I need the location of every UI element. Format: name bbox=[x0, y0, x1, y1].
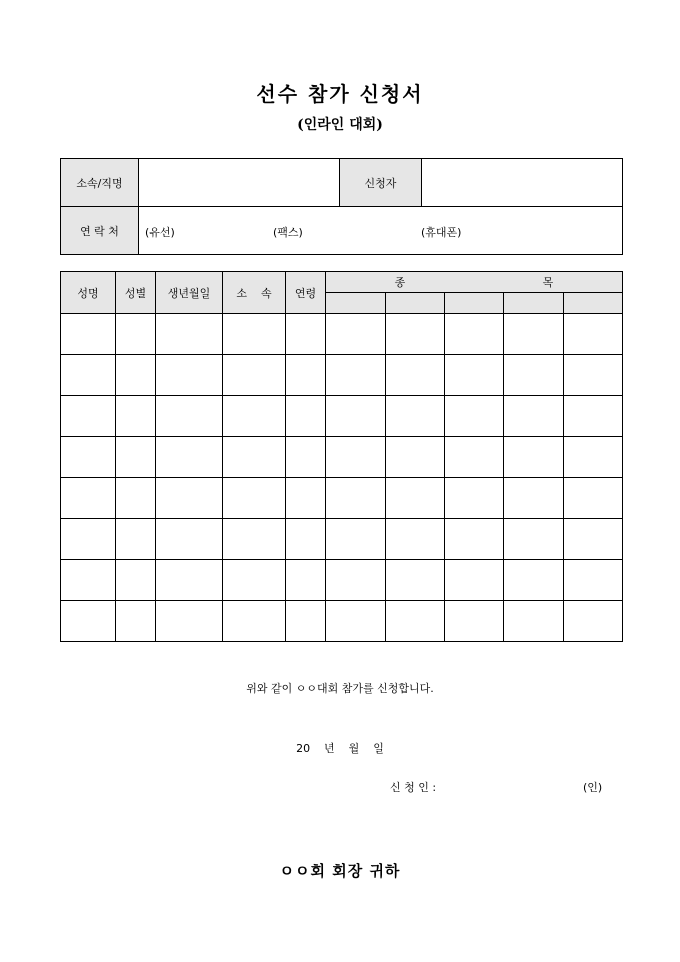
roster-cell[interactable] bbox=[286, 519, 326, 560]
table-row bbox=[61, 601, 623, 642]
roster-cell[interactable] bbox=[504, 437, 564, 478]
recipient-line: ㅇㅇ회 회장 귀하 bbox=[279, 862, 401, 880]
roster-cell[interactable] bbox=[326, 437, 386, 478]
roster-cell[interactable] bbox=[445, 560, 504, 601]
table-row bbox=[61, 519, 623, 560]
document-title: 선수 참가 신청서 bbox=[256, 82, 424, 106]
roster-cell[interactable] bbox=[564, 396, 623, 437]
roster-cell[interactable] bbox=[386, 437, 445, 478]
roster-cell[interactable] bbox=[326, 560, 386, 601]
phone-label: (유선) bbox=[145, 226, 175, 239]
roster-cell[interactable] bbox=[223, 355, 286, 396]
roster-cell[interactable] bbox=[286, 396, 326, 437]
table-row bbox=[61, 478, 623, 519]
roster-cell[interactable] bbox=[156, 314, 223, 355]
roster-cell[interactable] bbox=[326, 519, 386, 560]
roster-cell[interactable] bbox=[326, 478, 386, 519]
roster-cell[interactable] bbox=[61, 560, 116, 601]
header-affiliation: 소 속 bbox=[223, 272, 286, 314]
roster-cell[interactable] bbox=[286, 355, 326, 396]
header-birthdate: 생년월일 bbox=[156, 272, 223, 314]
roster-cell[interactable] bbox=[445, 355, 504, 396]
affiliation-field[interactable] bbox=[139, 159, 340, 207]
roster-cell[interactable] bbox=[445, 396, 504, 437]
header-name: 성명 bbox=[61, 272, 116, 314]
header-event-right: 목 bbox=[542, 276, 554, 289]
roster-cell[interactable] bbox=[286, 437, 326, 478]
table-row bbox=[61, 396, 623, 437]
roster-cell[interactable] bbox=[286, 560, 326, 601]
roster-cell[interactable] bbox=[156, 355, 223, 396]
roster-cell[interactable] bbox=[445, 601, 504, 642]
roster-cell[interactable] bbox=[326, 355, 386, 396]
table-row bbox=[61, 437, 623, 478]
header-gender: 성별 bbox=[116, 272, 156, 314]
contact-field[interactable] bbox=[139, 207, 623, 255]
roster-cell[interactable] bbox=[504, 519, 564, 560]
roster-cell[interactable] bbox=[116, 478, 156, 519]
roster-cell[interactable] bbox=[564, 601, 623, 642]
applicant-field[interactable] bbox=[422, 159, 623, 207]
roster-cell[interactable] bbox=[504, 314, 564, 355]
roster-cell[interactable] bbox=[116, 437, 156, 478]
signature-seal: (인) bbox=[583, 781, 603, 794]
roster-cell[interactable] bbox=[223, 601, 286, 642]
table-row bbox=[61, 314, 623, 355]
roster-cell[interactable] bbox=[223, 519, 286, 560]
roster-cell[interactable] bbox=[386, 396, 445, 437]
event-subheader bbox=[504, 293, 564, 314]
roster-cell[interactable] bbox=[156, 478, 223, 519]
header-event-left: 종 bbox=[394, 276, 406, 289]
roster-body bbox=[61, 314, 623, 642]
fax-label: (팩스) bbox=[273, 226, 303, 239]
contact-label: 연 락 처 bbox=[61, 207, 139, 255]
roster-cell[interactable] bbox=[504, 601, 564, 642]
roster-cell[interactable] bbox=[116, 355, 156, 396]
date-line: 20 년 월 일 bbox=[296, 742, 384, 755]
athlete-roster-table bbox=[60, 271, 623, 642]
roster-cell[interactable] bbox=[564, 478, 623, 519]
header-age: 연령 bbox=[286, 272, 326, 314]
roster-cell[interactable] bbox=[116, 560, 156, 601]
roster-cell[interactable] bbox=[223, 437, 286, 478]
roster-cell[interactable] bbox=[156, 396, 223, 437]
roster-cell[interactable] bbox=[504, 560, 564, 601]
applicant-info-table bbox=[60, 158, 623, 255]
roster-cell[interactable] bbox=[61, 396, 116, 437]
roster-cell[interactable] bbox=[326, 396, 386, 437]
roster-cell[interactable] bbox=[386, 478, 445, 519]
event-subheader bbox=[445, 293, 504, 314]
event-subheader bbox=[386, 293, 445, 314]
roster-cell[interactable] bbox=[116, 314, 156, 355]
roster-cell[interactable] bbox=[386, 314, 445, 355]
roster-cell[interactable] bbox=[386, 519, 445, 560]
roster-cell[interactable] bbox=[386, 560, 445, 601]
signature-label: 신 청 인 : bbox=[390, 781, 437, 794]
affiliation-label: 소속/직명 bbox=[61, 159, 139, 207]
roster-cell[interactable] bbox=[386, 601, 445, 642]
roster-cell[interactable] bbox=[286, 314, 326, 355]
roster-cell[interactable] bbox=[156, 601, 223, 642]
roster-cell[interactable] bbox=[156, 437, 223, 478]
roster-cell[interactable] bbox=[61, 519, 116, 560]
roster-cell[interactable] bbox=[504, 396, 564, 437]
roster-cell[interactable] bbox=[326, 601, 386, 642]
roster-cell[interactable] bbox=[61, 314, 116, 355]
roster-cell[interactable] bbox=[445, 314, 504, 355]
roster-cell[interactable] bbox=[286, 478, 326, 519]
applicant-label: 신청자 bbox=[340, 159, 422, 207]
roster-cell[interactable] bbox=[564, 355, 623, 396]
table-row bbox=[61, 560, 623, 601]
document-subtitle: (인라인 대회) bbox=[297, 117, 383, 133]
roster-cell[interactable] bbox=[223, 478, 286, 519]
roster-cell[interactable] bbox=[61, 478, 116, 519]
roster-cell[interactable] bbox=[61, 355, 116, 396]
roster-cell[interactable] bbox=[61, 437, 116, 478]
roster-cell[interactable] bbox=[61, 601, 116, 642]
roster-cell[interactable] bbox=[445, 478, 504, 519]
roster-cell[interactable] bbox=[386, 355, 445, 396]
event-subheader bbox=[326, 293, 386, 314]
roster-cell[interactable] bbox=[116, 601, 156, 642]
roster-cell[interactable] bbox=[445, 519, 504, 560]
roster-cell[interactable] bbox=[564, 519, 623, 560]
mobile-label: (휴대폰) bbox=[421, 226, 462, 239]
roster-cell[interactable] bbox=[223, 314, 286, 355]
table-row bbox=[61, 355, 623, 396]
roster-cell[interactable] bbox=[156, 560, 223, 601]
roster-cell[interactable] bbox=[445, 437, 504, 478]
declaration-text: 위와 같이 ㅇㅇ대회 참가를 신청합니다. bbox=[246, 682, 434, 695]
roster-cell[interactable] bbox=[156, 519, 223, 560]
roster-cell[interactable] bbox=[223, 560, 286, 601]
roster-cell[interactable] bbox=[504, 355, 564, 396]
roster-cell[interactable] bbox=[223, 396, 286, 437]
event-subheader bbox=[564, 293, 623, 314]
roster-cell[interactable] bbox=[504, 478, 564, 519]
roster-cell[interactable] bbox=[116, 396, 156, 437]
roster-cell[interactable] bbox=[564, 560, 623, 601]
roster-cell[interactable] bbox=[326, 314, 386, 355]
roster-cell[interactable] bbox=[564, 314, 623, 355]
roster-cell[interactable] bbox=[286, 601, 326, 642]
header-events bbox=[326, 272, 623, 293]
roster-cell[interactable] bbox=[564, 437, 623, 478]
roster-cell[interactable] bbox=[116, 519, 156, 560]
